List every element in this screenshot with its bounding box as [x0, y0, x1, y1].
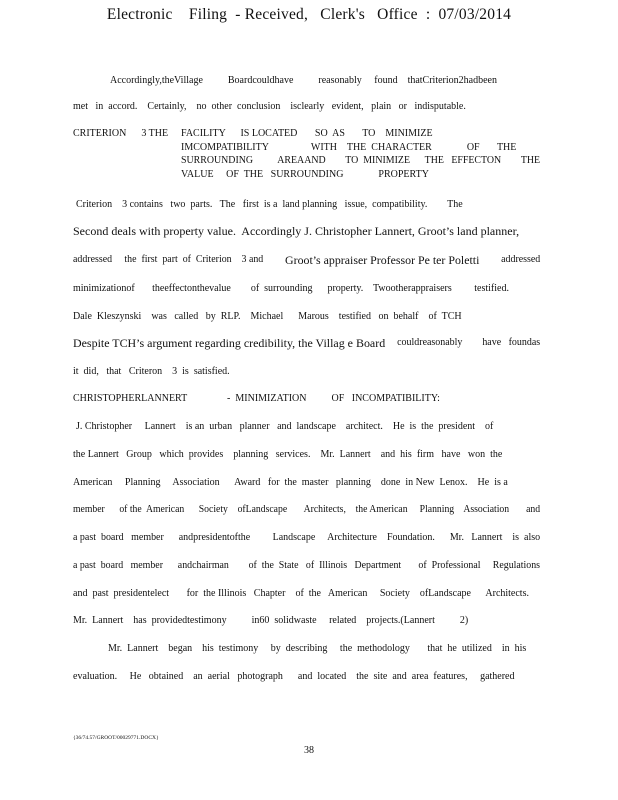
criterion-heading-row-text: IMCOMPATIBILITY WITH THE CHARACTER OF THE — [181, 141, 517, 153]
text-line-9 — [73, 366, 535, 378]
text-line-3-content: Criterion 3 contains two parts. The first is a land planning issue, compatibility. The — [76, 199, 463, 210]
criterion-heading-row — [181, 169, 523, 183]
text-line-5 — [73, 253, 541, 267]
text-line-16 — [73, 588, 535, 600]
text-line-5-end: addressed — [501, 254, 541, 265]
text-line-10 — [76, 421, 538, 433]
criterion-heading-row-text: FACILITY IS LOCATED SO AS TO MINIMIZE — [181, 128, 433, 139]
section-heading-text: CHRISTOPHERLANNERT - MINIMIZATION OF INCOMPATIBILITY: — [73, 393, 440, 404]
text-line-11 — [73, 449, 535, 461]
text-line-14 — [73, 532, 541, 544]
text-line-14-content: a past board member andpresidentofthe Landscape Architecture Foundation. Mr. Lannert is also — [73, 532, 541, 543]
text-line-17-content: Mr. Lannert has providedtestimony in60 solidwaste related projects.(Lannert 2) — [73, 615, 469, 626]
criterion-heading-row — [181, 128, 523, 142]
text-line-6 — [73, 283, 535, 295]
text-line-19-content: evaluation. He obtained an aerial photograph and located the site and area features, gathered — [73, 671, 515, 682]
text-line-3 — [76, 199, 538, 211]
text-line-8 — [73, 336, 541, 350]
text-line-15-content: a past board member andchairman of the State of Illinois Department of Professional Regulations — [73, 560, 540, 571]
criterion-heading-row-text: SURROUNDING AREAAND TO MINIMIZE THE EFFECTON THE — [181, 155, 541, 166]
criterion-heading-rows — [181, 128, 541, 182]
text-line-2 — [73, 101, 535, 113]
text-line-9-content: it did, that Criteron 3 is satisfied. — [73, 366, 230, 377]
text-line-1-content: Accordingly,theVillage Boardcouldhave reasonably found thatCriterion2hadbeen — [110, 75, 497, 86]
text-line-13 — [73, 504, 541, 516]
text-line-8-large: Despite TCH’s argument regarding credibility, the Villag e Board — [73, 336, 386, 350]
document-reference: {36/74.57/GROOT/00029771.DOCX} — [73, 735, 159, 741]
section-heading — [73, 393, 535, 405]
text-line-17 — [73, 615, 535, 627]
text-line-10-content: J. Christopher Lannert is an urban planner and landscape architect. He is the president of — [76, 421, 494, 432]
text-line-18-content: Mr. Lannert began his testimony by describing the methodology that he utilized in his — [108, 643, 527, 654]
text-line-16-content: and past presidentelect for the Illinois Chapter of the American Society ofLandscape Architects. — [73, 588, 529, 599]
text-line-11-content: the Lannert Group which provides planning services. Mr. Lannert and his firm have won the — [73, 449, 503, 460]
text-line-12 — [73, 477, 535, 489]
document-header: Electronic Filing - Received, Clerk's Office : 07/03/2014 — [106, 6, 512, 23]
text-line-4 — [73, 225, 535, 237]
text-line-2-content: met in accord. Certainly, no other conclusion isclearly evident, plain or indisputable. — [73, 101, 466, 112]
text-line-8-end: couldreasonably have foundas — [397, 337, 541, 348]
page-number: 38 — [304, 745, 314, 756]
criterion-heading-row-text: VALUE OF THE SURROUNDING PROPERTY — [181, 168, 429, 180]
text-line-5-large: Groot’s appraiser Professor Pe ter Poletti — [285, 253, 480, 267]
text-line-19 — [73, 671, 535, 683]
text-line-4-content: Second deals with property value. Accordingly J. Christopher Lannert, Groot’s land planner, — [73, 224, 520, 238]
text-line-13-content: member of the American Society ofLandscape Architects, the American Planning Association and — [73, 504, 541, 515]
text-line-15 — [73, 560, 540, 572]
text-line-6-content: minimizationof theeffectonthevalue of surrounding property. Twootherappraisers testified. — [73, 283, 509, 294]
text-line-7-content: Dale Kleszynski was called by RLP. Michael Marous testified on behalf of TCH — [73, 311, 462, 322]
text-line-7 — [73, 311, 535, 323]
text-line-5-content: addressed the first part of Criterion 3 and — [73, 254, 264, 265]
criterion-heading-label: CRITERION 3 THE — [73, 128, 169, 139]
criterion-heading-row — [181, 155, 541, 169]
text-line-1 — [110, 75, 535, 87]
text-line-12-content: American Planning Association Award for the master planning done in New Lenox. He is a — [73, 477, 508, 488]
criterion-heading-row — [181, 142, 523, 156]
text-line-18 — [108, 643, 535, 655]
